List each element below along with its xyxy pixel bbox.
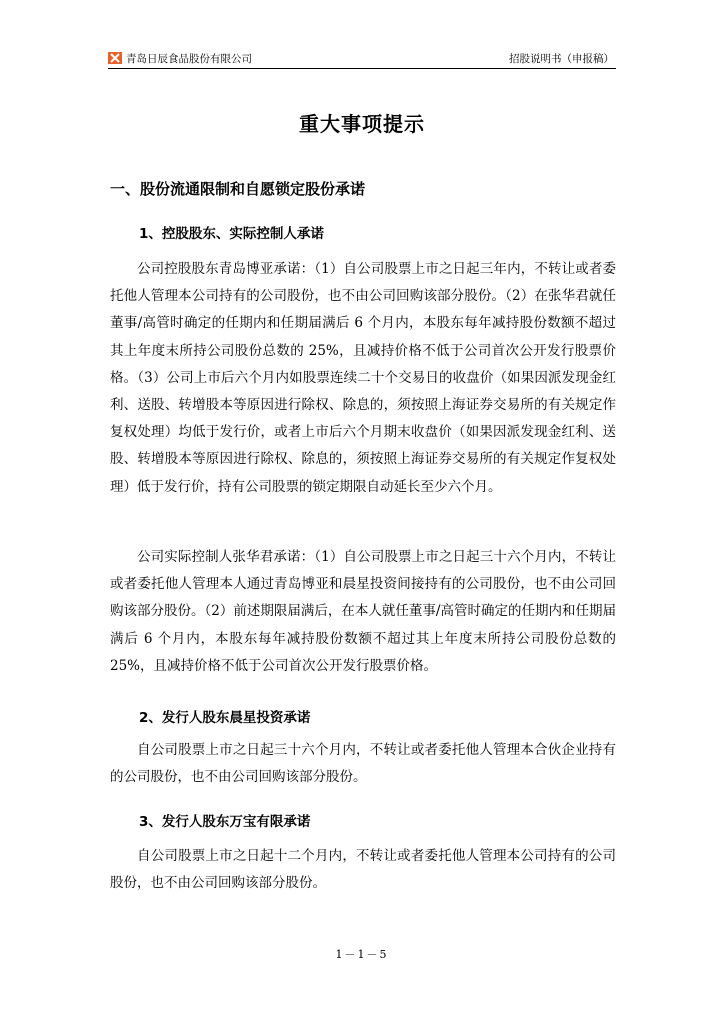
paragraph-controlling-shareholder: 公司控股股东青岛博亚承诺：（1）自公司股票上市之日起三年内，不转让或者委托他人管理本公司持有的公司股份，也不由公司回购该部分股份。（2）在张华君就任董事/高管时确定的任期内和任期届满后 6 个月内，本股东每年减持股份数额不超过其上年度末所持公司股份总数的 25%，且减持价格不低于公司首次公开发行股票价格。（3）公司上市后六个月内如股票连续二十个交易日的收盘价（如果因派发现金红利、送股、转增股本等原因进行除权、除息的，须按照上海证券交易所的有关规定作复权处理）均低于发行价，或者上市后六个月期末收盘价（如果因派发现金红利、送股、转增股本等原因进行除权、除息的，须按照上海证券交易所的有关规定作复权处理）低于发行价，持有公司股票的锁定期限自动延长至少六个月。 (110, 261, 616, 495)
header-document-type: 招股说明书（申报稿） (509, 53, 614, 65)
paragraph-actual-controller: 公司实际控制人张华君承诺：（1）自公司股票上市之日起三十六个月内，不转让或者委托他人管理本人通过青岛博亚和晨星投资间接持有的公司股份，也不由公司回购该部分股份。（2）前述期限届满后，在本人就任董事/高管时确定的任期内和任期届满后 6 个月内，本股东每年减持股份数额不超过其上年度末所持公司股份总数的 25%，且减持价格不低于公司首次公开发行股票价格。 (110, 549, 616, 674)
page-header (108, 48, 616, 69)
header-company-name: 青岛日辰食品股份有限公司 (126, 53, 252, 65)
company-logo-icon (108, 52, 122, 64)
paragraph-chenxing-investment: 自公司股票上市之日起三十六个月内，不转让或者委托他人管理本合伙企业持有的公司股份，也不由公司回购该部分股份。 (110, 742, 616, 786)
paragraph-wanbao-limited: 自公司股票上市之日起十二个月内，不转让或者委托他人管理本公司持有的公司股份，也不由公司回购该部分股份。 (110, 848, 616, 892)
subsection-heading-2: 2、发行人股东晨星投资承诺 (139, 710, 311, 726)
subsection-heading-1: 1、控股股东、实际控制人承诺 (139, 226, 324, 242)
section-heading: 一、股份流通限制和自愿锁定股份承诺 (110, 180, 366, 198)
subsection-heading-3: 3、发行人股东万宝有限承诺 (139, 814, 311, 830)
page-number: 1－1－5 (335, 948, 389, 961)
page-title: 重大事项提示 (299, 112, 425, 136)
